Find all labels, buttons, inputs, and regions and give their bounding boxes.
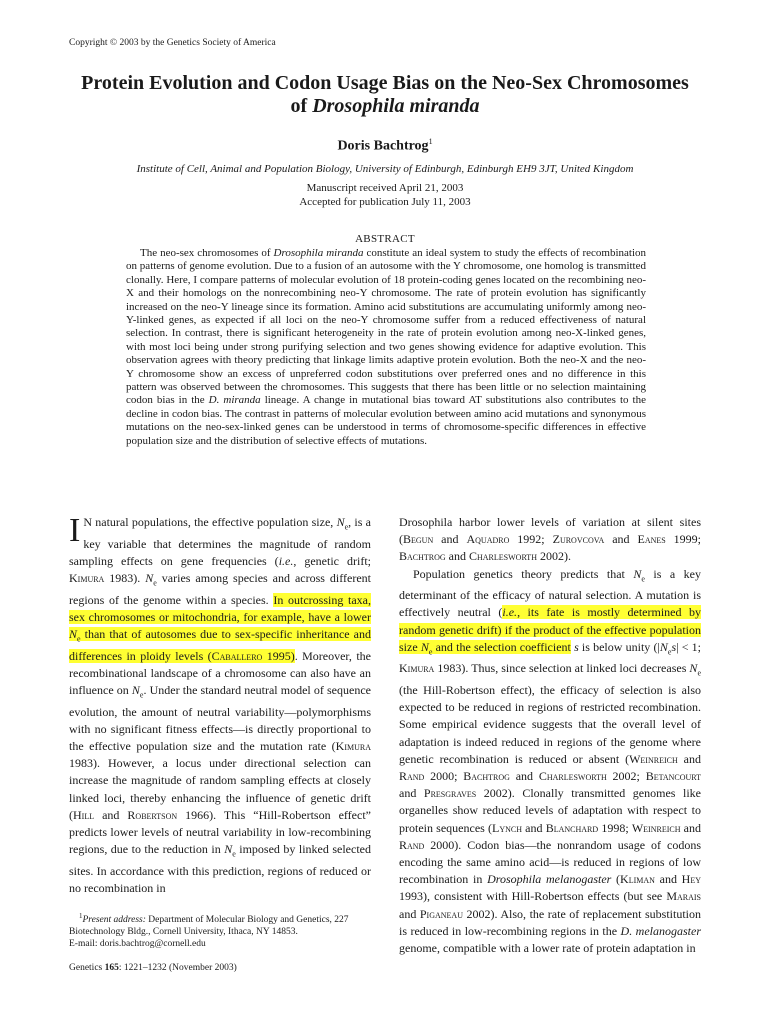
- abstract-text-2: constitute an ideal system to study the effects of recombination on patterns of genome evolution. Due to a fusion of an autosome with the Y chromosome, one homolog is transmitted clonally. Here, I compare patterns of molecular evolution of 18 protein-coding genes located on the recombining neo-X and their homologs on the nonrecombining neo-Y chromosome. The rate of protein evolution has significantly increased on the neo-Y lineage since its formation. Amino acid substitutions are accumulating uniformly among neo-Y-linked genes, as expected if all loci on the neo-Y chromosome suffer from a reduced effectiveness of natural selection. In contrast, there is significant heterogeneity in the rate of protein evolution among neo-X-linked genes, with most loci being under strong purifying selection and two genes showing evidence for adaptive evolution. This observation agrees with theory predicting that linkage limits adaptive protein evolution. Both the neo-X and the neo-Y chromosome show an excess of unpreferred codon substitutions over preferred ones and no difference in this pattern was observed between the chromosomes. This suggests that there has been little or no selection maintaining codon bias in the: [126, 247, 647, 407]
- abstract-species: Drosophila miranda: [273, 247, 364, 259]
- intro-paragraph-1: I N natural populations, the effective population size, $N_e$, is a key variable that determines the magnitude of random sampling effects on gene frequencies (i.e., genetic drift; Kimura 1983). $N_e$ varies among species and across different regions of the genome within a species. In outcrossing taxa, sex chromosomes or mitochondria, for example, have a lower $N_e$ than that of autosomes due to sex-specific inheritance and differences in ploidy levels (Caballero 1995). Moreover, the recombinational landscape of a chromosome can also have an influence on $N_e$. Under the standard neutral model of sequence evolution, the amount of neutral variability—polymorphisms with no significant fitness effects—is directly proportional to the effective population size and the mutation rate (Kimura 1983). However, a locus under directional selection can increase the magnitude of random sampling effects at closely linked loci, thereby enhancing the influence of genetic drift (Hill and Robertson 1966). This “Hill-Robertson effect” predicts lower levels of neutral variability in low-recombining regions, due to the reduction in $N_e$ imposed by linked selected sites. In accordance with this prediction, regions of reduced or no recombination in: [69, 512, 372, 896]
- journal-citation: Genetics 165: 1221–1232 (November 2003): [69, 963, 237, 973]
- paper-title: [60, 72, 710, 118]
- affiliation: Institute of Cell, Animal and Population Biology, University of Edinburgh, Edinburgh EH9 3JT, United Kingdom: [136, 163, 634, 175]
- title-line-2: [60, 95, 710, 118]
- left-column: [69, 514, 371, 897]
- abstract-text-1: The neo-sex chromosomes of: [140, 247, 274, 259]
- accepted-date: Accepted for publication July 11, 2003: [299, 196, 471, 208]
- title-prefix: of: [290, 95, 313, 117]
- drop-cap: I: [69, 512, 81, 549]
- title-line-1: Protein Evolution and Codon Usage Bias on the Neo-Sex Chromosomes: [81, 72, 689, 94]
- right-column: [399, 514, 701, 957]
- abstract-body: [126, 247, 646, 448]
- author-text: Doris Bachtrog: [337, 138, 429, 154]
- copyright-line: Copyright © 2003 by the Genetics Society of America: [69, 38, 276, 48]
- abstract-text-3: lineage. A change in mutational bias toward AT substitutions also contributes to the decline in codon bias. The contrast in patterns of molecular evolution between amino acid mutations and synonymous mutations on the neo-sex-linked genes can be understood in terms of chromosome-specific differences in effective population size and the distribution of selective effects of mutations.: [126, 394, 646, 447]
- abstract-species-2: D. miranda: [208, 394, 261, 407]
- highlighted-passage-1: In outcrossing taxa, sex chromosomes or mitochondria, for example, have a lower $N_e$ than that of autosomes due to sex-specific inheritance and differences in ploidy levels (Caballero 1995): [69, 592, 372, 663]
- manuscript-dates: [60, 181, 710, 209]
- abstract-heading: ABSTRACT: [355, 233, 415, 245]
- title-species: Drosophila miranda: [312, 95, 480, 117]
- footnote: [69, 910, 371, 950]
- intro-paragraph-2: Population genetics theory predicts that $N_e$ is a key determinant of the efficacy of natural selection. A mutation is effectively neutral (i.e., its fate is mostly determined by random genetic drift) if the product of the effective population size $N_e$ and the selection coefficient s is below unity ($|N_es| < 1$; Kimura 1983). Thus, since selection at linked loci decreases $N_e$ (the Hill-Robertson effect), the efficacy of selection is also expected to be reduced in regions of restricted recombination. Some empirical evidence suggests that the overall level of adaptation is indeed reduced in regions of the genome where genetic recombination is reduced or absent (Weinreich and Rand 2000; Bachtrog and Charlesworth 2002; Betancourt and Presgraves 2002). Clonally transmitted genomes like organelles show reduced levels of adaptation with respect to protein sequences (Lynch and Blanchard 1998; Weinreich and Rand 2000). Codon bias—the nonrandom usage of codons encoding the same amino acid—is reduced in regions of low recombination in Drosophila melanogaster (Kliman and Hey 1993), consistent with Hill-Robertson effects (but see Marais and Piganeau 2002). Also, the rate of replacement substitution is reduced in low-recombining regions in the D. melanogaster genome, compatible with a lower rate of protein adaptation in: [399, 566, 702, 956]
- author-footnote-mark: 1: [428, 137, 433, 146]
- highlighted-passage-2: i.e., its fate is mostly determined by random genetic drift) if the product of the effective population size $N_e$ and the selection coefficient: [399, 605, 701, 657]
- footnote-email: E-mail: doris.bachtrog@cornell.edu: [69, 939, 206, 950]
- intro-paragraph-1-cont: Drosophila harbor lower levels of variation at silent sites (Begun and Aquadro 1992; Zurovcova and Eanes 1999; Bachtrog and Charlesworth 2002).: [399, 515, 702, 564]
- footnote-address: $^1$Present address: Department of Molecular Biology and Genetics, 227 Biotechnology Bldg., Cornell University, Ithaca, NY 14853.: [69, 912, 349, 938]
- author-name: [60, 137, 710, 155]
- received-date: Manuscript received April 21, 2003: [306, 182, 464, 194]
